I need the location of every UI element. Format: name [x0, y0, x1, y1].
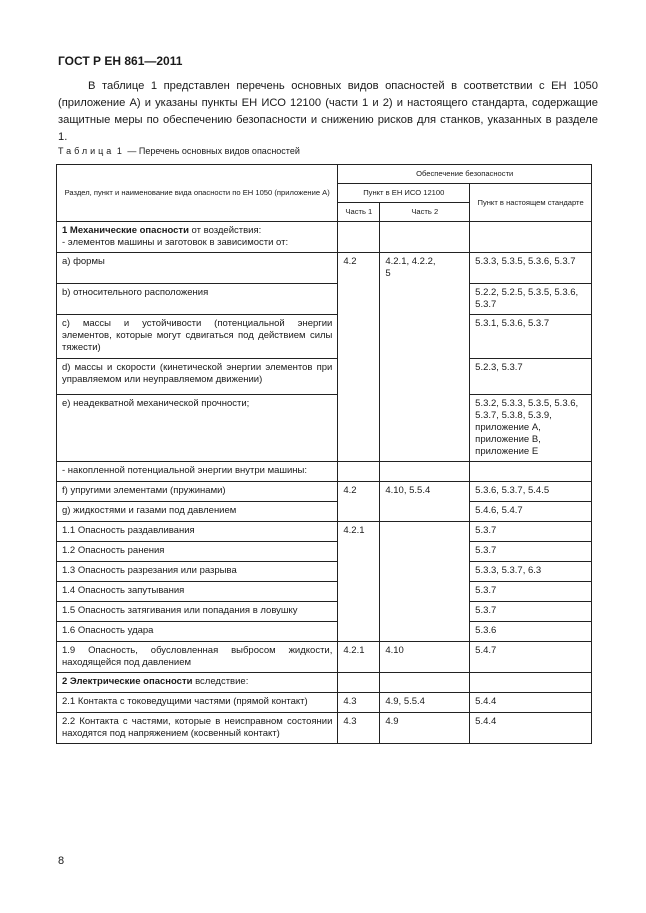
part1-cell: [338, 222, 380, 253]
table-row: [57, 621, 592, 641]
part2-cell: [380, 283, 470, 314]
part1-cell: [338, 561, 380, 581]
standard-cell: 5.3.3, 5.3.5, 5.3.6, 5.3.7: [470, 253, 592, 284]
part2-cell: [380, 672, 470, 692]
hazard-cell: [57, 581, 338, 601]
table-row: [57, 601, 592, 621]
standard-cell: 5.4.6, 5.4.7: [470, 501, 592, 521]
standard-cell: 5.2.3, 5.3.7: [470, 358, 592, 394]
part2-cell: [380, 561, 470, 581]
table-row: [57, 283, 592, 314]
hazard-text: 1.9 Опасность, обусловленная выбросом жидкости, находящейся под давлением: [62, 644, 333, 668]
hazard-text: 1.1 Опасность раздавливания: [62, 524, 195, 536]
hazard-cell: [57, 481, 338, 501]
hazard-text: 1.5 Опасность затягивания или попадания в ловушку: [62, 604, 298, 616]
hazard-cell: [57, 521, 338, 541]
intro-paragraph: [58, 78, 598, 146]
col-standard-header: Пункт в настоящем стандарте: [470, 184, 592, 222]
table-row: [57, 561, 592, 581]
table-caption: [58, 146, 300, 156]
hazard-cell: [57, 253, 338, 284]
hazard-text: 1.4 Опасность запутывания: [62, 584, 185, 596]
col-part1-header: Часть 1: [338, 203, 380, 222]
part1-cell: [338, 672, 380, 692]
standard-cell: [470, 222, 592, 253]
part1-cell: [338, 461, 380, 481]
hazard-cell: [57, 222, 338, 253]
hazard-cell: [57, 641, 338, 672]
part2-cell: [380, 501, 470, 521]
table-row: [57, 672, 592, 692]
hazard-text: e) неадекватной механической прочности;: [62, 397, 250, 409]
part1-cell: [338, 621, 380, 641]
part1-cell: 4.2: [338, 253, 380, 284]
part2-cell: [380, 461, 470, 481]
document-header: ГОСТ Р ЕН 861—2011: [58, 54, 183, 68]
hazard-text: c) массы и устойчивости (потенциальной энергии элементов, которые могут сдвигаться под действием силы тяжести): [62, 317, 333, 353]
part2-cell: [380, 521, 470, 541]
standard-cell: 5.3.2, 5.3.3, 5.3.5, 5.3.6, 5.3.7, 5.3.8, 5.3.9, приложение А, приложение В, приложение Е: [470, 394, 592, 461]
hazard-text: 1.6 Опасность удара: [62, 624, 154, 636]
table-row: [57, 314, 592, 358]
table-row: [57, 712, 592, 743]
caption-number: 1: [116, 146, 125, 156]
hazard-cell: [57, 283, 338, 314]
table-row: [57, 581, 592, 601]
caption-title: — Перечень основных видов опасностей: [127, 146, 300, 156]
hazard-text: - накопленной потенциальной энергии внутри машины:: [62, 464, 308, 476]
table-row: [57, 541, 592, 561]
hazard-cell: [57, 314, 338, 358]
hazard-text: a) формы: [62, 256, 105, 267]
col-iso-header: Пункт в ЕН ИСО 12100: [338, 184, 470, 203]
hazard-cell: [57, 601, 338, 621]
col-hazard-header: Раздел, пункт и наименование вида опасности по ЕН 1050 (приложение А): [57, 165, 338, 222]
part2-cell: 4.10: [380, 641, 470, 672]
page-number: 8: [58, 855, 65, 867]
table-row: [57, 394, 592, 461]
standard-cell: 5.3.7: [470, 541, 592, 561]
standard-cell: [470, 672, 592, 692]
hazard-cell: [57, 394, 338, 461]
part1-cell: [338, 283, 380, 314]
hazard-text: 2.2 Контакта с частями, которые в неисправном состоянии находятся под напряжением (косвенный контакт): [62, 715, 333, 739]
part1-cell: [338, 601, 380, 621]
part2-cell: [380, 314, 470, 358]
col-part2-header: Часть 2: [380, 203, 470, 222]
part1-cell: [338, 394, 380, 461]
hazard-cell: [57, 692, 338, 712]
part2-cell: [380, 222, 470, 253]
part2-cell: 4.9, 5.5.4: [380, 692, 470, 712]
hazard-cell: [57, 672, 338, 692]
part1-cell: 4.2.1: [338, 641, 380, 672]
standard-cell: 5.3.7: [470, 581, 592, 601]
part2-cell: 4.2.1, 4.2.2, 5: [380, 253, 470, 284]
part1-cell: 4.2: [338, 481, 380, 501]
hazard-cell: [57, 712, 338, 743]
hazard-text: f) упругими элементами (пружинами): [62, 484, 226, 496]
standard-cell: 5.4.4: [470, 692, 592, 712]
part1-cell: [338, 501, 380, 521]
table-row: [57, 461, 592, 481]
hazard-text: вследствие:: [192, 675, 249, 687]
standard-cell: 5.3.6, 5.3.7, 5.4.5: [470, 481, 592, 501]
table-row: [57, 481, 592, 501]
part1-cell: [338, 358, 380, 394]
standard-cell: 5.3.6: [470, 621, 592, 641]
hazard-heading: 1 Механические опасности: [62, 225, 189, 236]
part2-cell: [380, 621, 470, 641]
part2-cell: 4.10, 5.5.4: [380, 481, 470, 501]
table-row: [57, 641, 592, 672]
part2-cell: 4.9: [380, 712, 470, 743]
hazard-text: 1.2 Опасность ранения: [62, 544, 165, 556]
hazard-text: g) жидкостями и газами под давлением: [62, 504, 237, 516]
caption-label: Таблица: [58, 146, 115, 156]
intro-text: В таблице 1 представлен перечень основных видов опасностей в соответствии с ЕН 1050 (приложение А) и указаны пункты ЕН ИСО 12100 (части 1 и 2) и настоящего стандарта, содержащие защитные меры по обеспечению безопасности и снижению рисков для станков, указанных в разделе 1.: [58, 80, 598, 143]
hazard-cell: [57, 358, 338, 394]
part1-cell: 4.3: [338, 712, 380, 743]
standard-cell: 5.2.2, 5.2.5, 5.3.5, 5.3.6, 5.3.7: [470, 283, 592, 314]
table-row: [57, 501, 592, 521]
part2-cell: [380, 541, 470, 561]
standard-cell: 5.4.4: [470, 712, 592, 743]
part1-cell: [338, 314, 380, 358]
hazard-text: b) относительного расположения: [62, 286, 209, 298]
hazard-cell: [57, 561, 338, 581]
part2-cell: [380, 581, 470, 601]
part1-cell: 4.2.1: [338, 521, 380, 541]
part2-cell: [380, 394, 470, 461]
hazards-table: [56, 164, 592, 744]
hazard-text: 1.3 Опасность разрезания или разрыва: [62, 564, 237, 576]
table-row: [57, 358, 592, 394]
hazard-cell: [57, 501, 338, 521]
hazard-text: d) массы и скорости (кинетической энергии элементов при управляемом или неуправляемом движении): [62, 361, 333, 385]
hazard-cell: [57, 621, 338, 641]
table-row: [57, 692, 592, 712]
standard-cell: 5.3.7: [470, 521, 592, 541]
table-body: [57, 222, 592, 744]
standard-cell: 5.3.7: [470, 601, 592, 621]
hazard-text: от воздействия: - элементов машины и заготовок в зависимости от:: [62, 225, 289, 248]
hazard-cell: [57, 541, 338, 561]
table-row: [57, 253, 592, 284]
hazard-heading: 2 Электрические опасности: [62, 675, 193, 687]
col-safety-header: Обеспечение безопасности: [338, 165, 592, 184]
standard-cell: 5.3.1, 5.3.6, 5.3.7: [470, 314, 592, 358]
table-row: [57, 222, 592, 253]
hazard-text: 2.1 Контакта с токоведущими частями (прямой контакт): [62, 695, 308, 707]
table-row: [57, 521, 592, 541]
standard-cell: 5.4.7: [470, 641, 592, 672]
standard-cell: [470, 461, 592, 481]
part2-cell: [380, 601, 470, 621]
part2-cell: [380, 358, 470, 394]
part1-cell: 4.3: [338, 692, 380, 712]
part1-cell: [338, 581, 380, 601]
part1-cell: [338, 541, 380, 561]
standard-cell: 5.3.3, 5.3.7, 6.3: [470, 561, 592, 581]
hazard-cell: [57, 461, 338, 481]
